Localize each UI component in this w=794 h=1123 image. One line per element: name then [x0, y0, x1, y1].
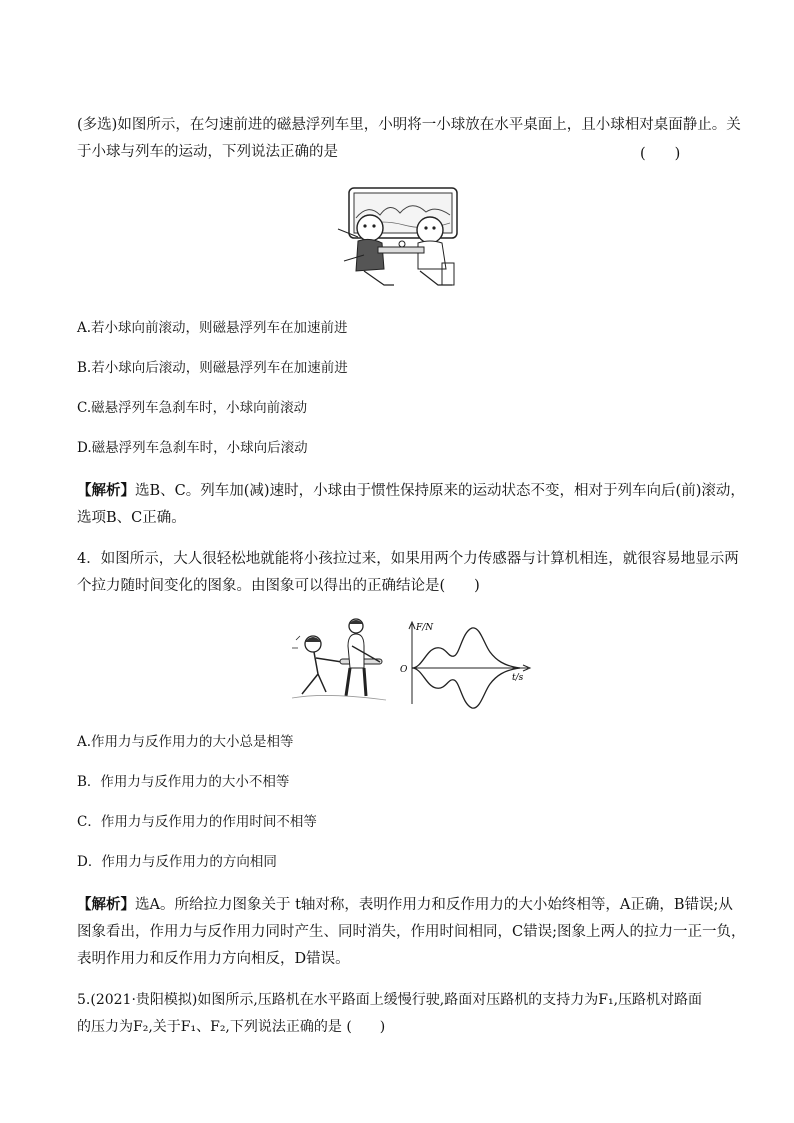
q4-analysis-label: 【解析】 [77, 896, 135, 913]
q4-graph-origin: O [400, 665, 408, 675]
q5-stem-line2: 的压力为F₂,关于F₁、F₂,下列说法正确的是 ( ) [77, 1019, 386, 1035]
q3-stem-line2: 于小球与列车的运动，下列说法正确的是 [77, 144, 338, 160]
q4-option-b: B．作用力与反作用力的大小不相等 [77, 774, 290, 790]
q3-option-b: B.若小球向后滚动，则磁悬浮列车在加速前进 [77, 360, 348, 376]
q4-graph-x-label: t/s [512, 673, 524, 683]
q4-stem-line2: 个拉力随时间变化的图象。由图象可以得出的正确结论是( ) [77, 578, 480, 594]
q3-train-illustration [334, 185, 464, 287]
q3-analysis-line1 [77, 481, 745, 501]
q3-option-d: D.磁悬浮列车急刹车时，小球向后滚动 [77, 440, 308, 456]
q4-force-graph [400, 618, 545, 710]
q4-tug-illustration [286, 612, 406, 704]
q4-analysis-line2: 图象看出，作用力与反作用力同时产生、同时消失，作用时间相同，C错误;图象上两人的拉力一正一负， [77, 924, 746, 940]
q4-graph-y-label: F/N [416, 623, 434, 633]
q3-option-a: A.若小球向前滚动，则磁悬浮列车在加速前进 [77, 320, 348, 336]
q3-analysis-label: 【解析】 [77, 482, 135, 499]
q4-analysis-line1 [77, 895, 733, 915]
q4-option-d: D．作用力与反作用力的方向相同 [77, 854, 277, 870]
q3-option-c: C.磁悬浮列车急刹车时，小球向前滚动 [77, 400, 308, 416]
q4-option-a: A.作用力与反作用力的大小总是相等 [77, 734, 294, 750]
q3-stem-line1: (多选)如图所示，在匀速前进的磁悬浮列车里，小明将一小球放在水平桌面上，且小球相对桌面静止。关 [77, 117, 741, 133]
q4-analysis-line3: 表明作用力和反作用力方向相反，D错误。 [77, 951, 350, 967]
q3-analysis-line2: 选项B、C正确。 [77, 510, 186, 526]
q4-stem-line1: 4．如图所示，大人很轻松地就能将小孩拉过来，如果用两个力传感器与计算机相连，就很容易地显示两 [77, 551, 739, 567]
q4-force-curve-negative [412, 668, 520, 708]
q4-analysis-text: 选A。所给拉力图象关于 t轴对称，表明作用力和反作用力的大小始终相等，A正确，B错误;从 [135, 897, 733, 913]
q4-force-curve-positive [412, 628, 520, 668]
q4-option-c: C．作用力与反作用力的作用时间不相等 [77, 814, 317, 830]
q3-answer-paren: ( ) [640, 146, 681, 162]
q3-analysis-text: 选B、C。列车加(减)速时，小球由于惯性保持原来的运动状态不变，相对于列车向后(前)滚动， [135, 483, 745, 499]
q5-stem-line1: 5.(2021·贵阳模拟)如图所示,压路机在水平路面上缓慢行驶,路面对压路机的支持力为F₁,压路机对路面 [77, 992, 703, 1008]
